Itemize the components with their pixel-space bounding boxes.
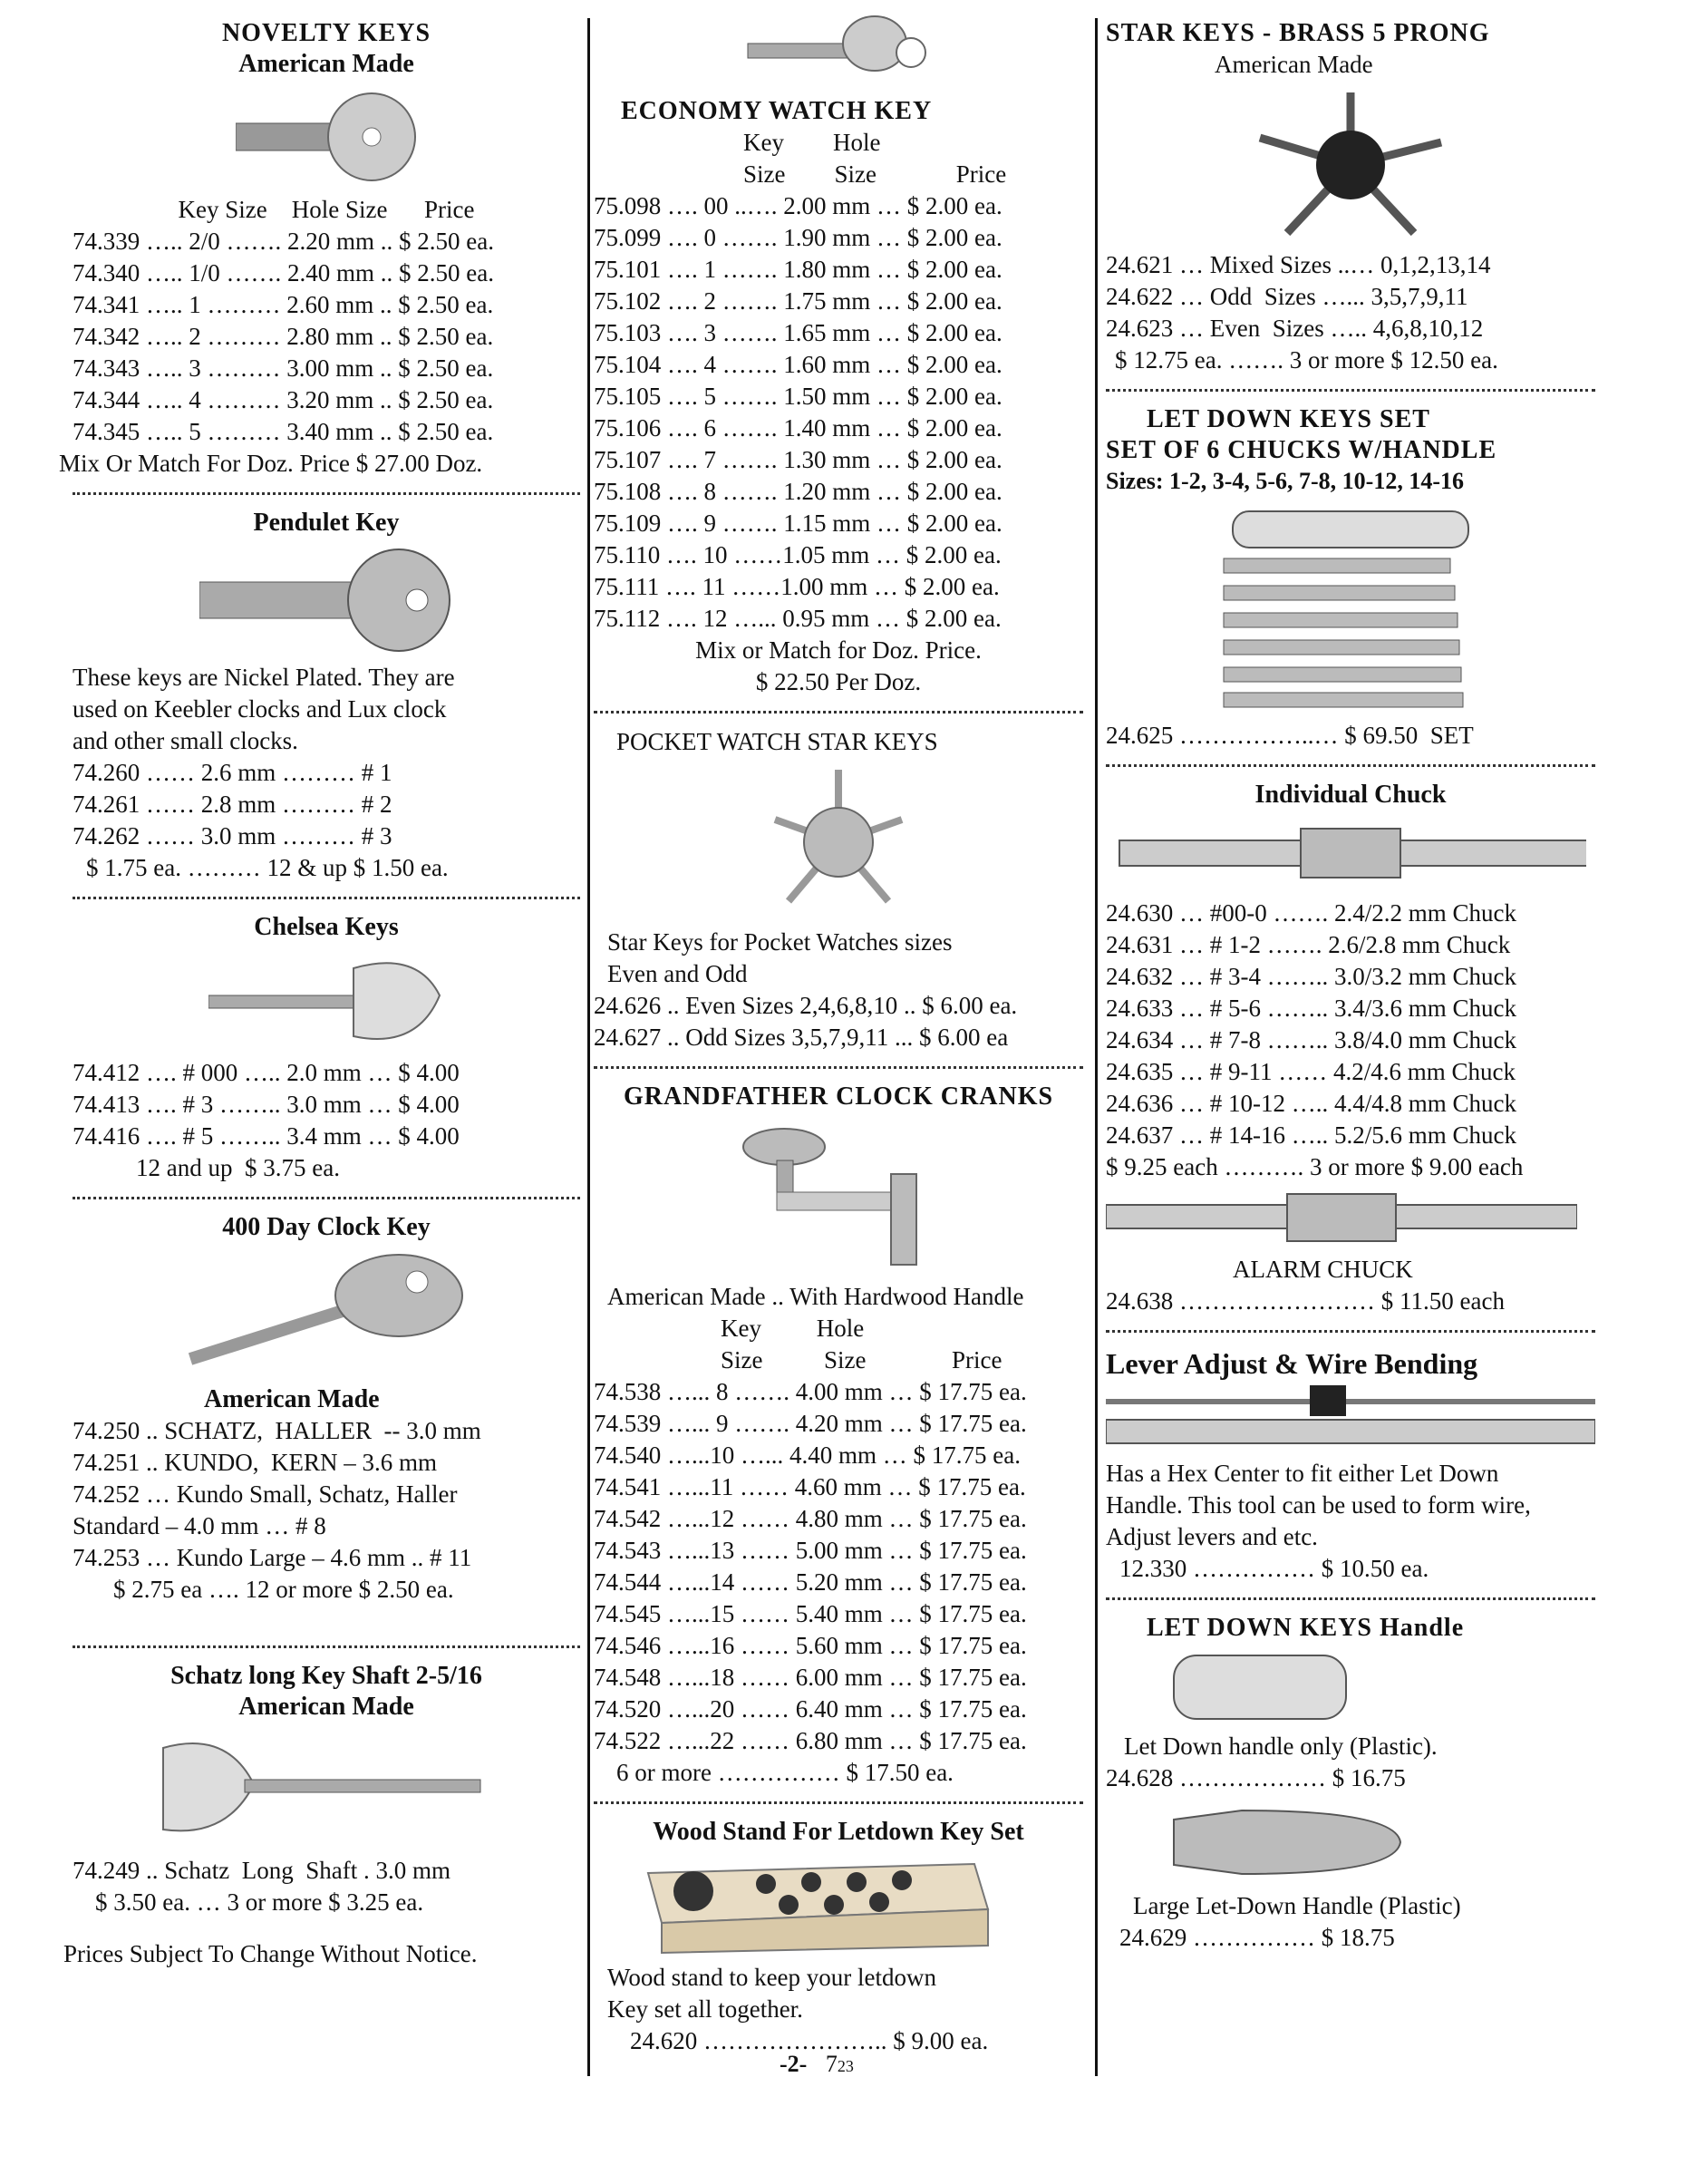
- section-subtitle: American Made: [238, 1693, 414, 1721]
- page-number: 7: [825, 2051, 838, 2077]
- list-item: 74.416 …. # 5 …….. 3.4 mm … $ 4.00: [73, 1122, 460, 1150]
- list-item: 75.103 …. 3 ……. 1.65 mm … $ 2.00 ea.: [594, 319, 1002, 346]
- list-item: 74.249 .. Schatz Long Shaft . 3.0 mm: [73, 1857, 450, 1884]
- list-item: 74.520 …...20 …… 6.40 mm … $ 17.75 ea.: [594, 1695, 1027, 1723]
- list-item: 75.111 …. 11 ……1.00 mm … $ 2.00 ea.: [594, 573, 1000, 600]
- list-item: 74.544 …...14 …… 5.20 mm … $ 17.75 ea.: [594, 1568, 1027, 1596]
- price-note: 12 and up $ 3.75 ea.: [136, 1154, 340, 1181]
- description: Star Keys for Pocket Watches sizes: [607, 928, 953, 956]
- sizes-label: Sizes: 1-2, 3-4, 5-6, 7-8, 10-12, 14-16: [1106, 468, 1464, 494]
- list-item: 74.540 …...10 …... 4.40 mm … $ 17.75 ea.: [594, 1441, 1021, 1469]
- schatz-key-image: [154, 1730, 499, 1848]
- list-item: 74.253 … Kundo Large – 4.6 mm .. # 11: [73, 1544, 472, 1571]
- list-item: 24.634 … # 7-8 …….. 3.8/4.0 mm Chuck: [1106, 1026, 1516, 1053]
- divider: [1106, 1330, 1595, 1333]
- description: Handle. This tool can be used to form wire,: [1106, 1491, 1531, 1519]
- list-item: 74.341 ….. 1 ……… 2.60 mm .. $ 2.50 ea.: [73, 291, 494, 318]
- table-header: Key Size Hole Size Price: [178, 196, 475, 223]
- section-title: Schatz long Key Shaft 2-5/16: [170, 1662, 482, 1690]
- list-item: 74.539 …... 9 ……. 4.20 mm … $ 17.75 ea.: [594, 1410, 1027, 1437]
- list-item: 74.546 …...16 …… 5.60 mm … $ 17.75 ea.: [594, 1632, 1027, 1659]
- list-item: 74.542 …...12 …… 4.80 mm … $ 17.75 ea.: [594, 1505, 1027, 1532]
- page-number-small: 23: [837, 2057, 854, 2075]
- letdown-set-image: [1215, 504, 1487, 713]
- section-title: STAR KEYS - BRASS 5 PRONG: [1106, 19, 1490, 47]
- column-1: [59, 18, 580, 1970]
- list-item: 24.625 ……………..… $ 69.50 SET: [1106, 722, 1474, 749]
- description: used on Keebler clocks and Lux clock: [73, 695, 447, 723]
- lever-tool-image: [1106, 1383, 1595, 1456]
- economy-key-image: [739, 7, 938, 89]
- divider: [1106, 764, 1595, 767]
- list-item: 24.620 ………………….. $ 9.00 ea.: [630, 2027, 989, 2054]
- description: Let Down handle only (Plastic).: [1124, 1733, 1438, 1760]
- list-item: 75.102 …. 2 ……. 1.75 mm … $ 2.00 ea.: [594, 287, 1002, 315]
- list-item: 24.628 ……………… $ 16.75: [1106, 1764, 1406, 1791]
- list-item: 74.261 …… 2.8 mm ……… # 2: [73, 791, 392, 818]
- list-item: 74.342 ….. 2 ……… 2.80 mm .. $ 2.50 ea.: [73, 323, 494, 350]
- list-item: 75.107 …. 7 ……. 1.30 mm … $ 2.00 ea.: [594, 446, 1002, 473]
- list-item: 74.260 …… 2.6 mm ……… # 1: [73, 759, 392, 786]
- list-item: 74.412 …. # 000 ….. 2.0 mm … $ 4.00: [73, 1059, 460, 1086]
- price-note: $ 2.75 ea …. 12 or more $ 2.50 ea.: [113, 1576, 454, 1603]
- section-title: GRANDFATHER CLOCK CRANKS: [623, 1082, 1054, 1111]
- description: Has a Hex Center to fit either Let Down: [1106, 1460, 1499, 1487]
- list-item: 24.626 .. Even Sizes 2,4,6,8,10 .. $ 6.00 ea.: [594, 992, 1018, 1019]
- column-divider-2: [1095, 18, 1098, 2076]
- column-2: [594, 0, 1083, 2057]
- table-header: Size Size Price: [721, 1346, 1002, 1373]
- list-item: 24.632 … # 3-4 …….. 3.0/3.2 mm Chuck: [1106, 963, 1516, 990]
- list-item: 75.099 …. 0 ……. 1.90 mm … $ 2.00 ea.: [594, 224, 1002, 251]
- section-title: POCKET WATCH STAR KEYS: [616, 728, 938, 755]
- list-item: 75.112 …. 12 …... 0.95 mm … $ 2.00 ea.: [594, 605, 1002, 632]
- description: Adjust levers and etc.: [1106, 1523, 1318, 1550]
- list-item: 74.252 … Kundo Small, Schatz, Haller: [73, 1480, 458, 1508]
- list-item: 74.548 …...18 …… 6.00 mm … $ 17.75 ea.: [594, 1664, 1027, 1691]
- description: Key set all together.: [607, 1995, 803, 2023]
- large-letdown-handle-image: [1169, 1801, 1405, 1883]
- pendulet-key-image: [199, 546, 453, 655]
- list-item: 74.522 …...22 …… 6.80 mm … $ 17.75 ea.: [594, 1727, 1027, 1754]
- list-item: 24.627 .. Odd Sizes 3,5,7,9,11 ... $ 6.00 ea: [594, 1024, 1009, 1051]
- wood-stand-image: [630, 1855, 993, 1955]
- list-item: 74.538 …... 8 ……. 4.00 mm … $ 17.75 ea.: [594, 1378, 1027, 1405]
- grandfather-crank-image: [730, 1120, 947, 1274]
- list-item: 24.633 … # 5-6 …….. 3.4/3.6 mm Chuck: [1106, 995, 1516, 1022]
- page-footer: [780, 2051, 854, 2078]
- day400-key-image: [181, 1250, 471, 1377]
- price-note: $ 3.50 ea. … 3 or more $ 3.25 ea.: [95, 1888, 424, 1916]
- list-item: 74.251 .. KUNDO, KERN – 3.6 mm: [73, 1449, 437, 1476]
- description: and other small clocks.: [73, 727, 298, 754]
- list-item: 74.344 ….. 4 ……… 3.20 mm .. $ 2.50 ea.: [73, 386, 494, 413]
- list-item: 24.635 … # 9-11 …… 4.2/4.6 mm Chuck: [1106, 1058, 1516, 1085]
- pocket-star-key-image: [757, 765, 920, 919]
- price-note: Mix Or Match For Doz. Price $ 27.00 Doz.: [59, 450, 483, 477]
- list-item: 74.340 ….. 1/0 ……. 2.40 mm .. $ 2.50 ea.: [73, 259, 494, 286]
- divider: [594, 711, 1083, 713]
- price-note: Mix or Match for Doz. Price.: [695, 636, 982, 664]
- section-title: 400 Day Clock Key: [222, 1213, 431, 1241]
- list-item: 75.104 …. 4 ……. 1.60 mm … $ 2.00 ea.: [594, 351, 1002, 378]
- section-subtitle: American Made: [204, 1385, 380, 1413]
- letdown-handle-image: [1169, 1651, 1351, 1723]
- list-item: 24.629 …………… $ 18.75: [1119, 1924, 1395, 1951]
- list-item: Standard – 4.0 mm … # 8: [73, 1512, 326, 1539]
- list-item: 24.630 … #00-0 ……. 2.4/2.2 mm Chuck: [1106, 899, 1516, 927]
- price-note: $ 1.75 ea. ……… 12 & up $ 1.50 ea.: [86, 854, 449, 881]
- list-item: 74.250 .. SCHATZ, HALLER -- 3.0 mm: [73, 1417, 481, 1444]
- novelty-key-image: [236, 87, 417, 187]
- alarm-chuck-image: [1106, 1187, 1577, 1250]
- list-item: 75.109 …. 9 ……. 1.15 mm … $ 2.00 ea.: [594, 510, 1002, 537]
- section-subtitle: American Made: [238, 50, 414, 78]
- table-header: Key Hole: [743, 129, 881, 156]
- description: Wood stand to keep your letdown: [607, 1964, 937, 1991]
- section-title: NOVELTY KEYS: [221, 19, 431, 47]
- section-title: Lever Adjust & Wire Bending: [1106, 1347, 1478, 1380]
- list-item: 24.637 … # 14-16 ….. 5.2/5.6 mm Chuck: [1106, 1121, 1516, 1149]
- section-title: SET OF 6 CHUCKS W/HANDLE: [1106, 436, 1497, 464]
- column-3: [1106, 18, 1595, 1954]
- description: Even and Odd: [607, 960, 748, 987]
- column-divider-1: [587, 18, 590, 2076]
- list-item: 24.623 … Even Sizes ….. 4,6,8,10,12: [1106, 315, 1484, 342]
- brass-star-key-image: [1251, 88, 1450, 242]
- list-item: 75.105 …. 5 ……. 1.50 mm … $ 2.00 ea.: [594, 383, 1002, 410]
- list-item: 74.343 ….. 3 ……… 3.00 mm .. $ 2.50 ea.: [73, 354, 494, 382]
- list-item: 24.621 … Mixed Sizes ..… 0,1,2,13,14: [1106, 251, 1491, 278]
- section-title: ECONOMY WATCH KEY: [621, 97, 933, 125]
- description: Large Let-Down Handle (Plastic): [1133, 1892, 1461, 1919]
- divider: [73, 1645, 580, 1648]
- description: American Made .. With Hardwood Handle: [607, 1283, 1024, 1310]
- section-title: Wood Stand For Letdown Key Set: [653, 1818, 1024, 1846]
- chelsea-key-image: [208, 950, 444, 1050]
- divider: [594, 1066, 1083, 1069]
- table-header: Key Hole: [721, 1315, 865, 1342]
- list-item: 74.262 …… 3.0 mm ……… # 3: [73, 822, 392, 849]
- individual-chuck-image: [1115, 818, 1586, 890]
- alarm-chuck-label: ALARM CHUCK: [1233, 1256, 1413, 1283]
- section-title: LET DOWN KEYS SET: [1147, 405, 1430, 433]
- section-title: Individual Chuck: [1254, 781, 1447, 809]
- section-subtitle: American Made: [1215, 51, 1373, 78]
- list-item: 74.339 ….. 2/0 ……. 2.20 mm .. $ 2.50 ea.: [73, 228, 494, 255]
- price-note: $ 9.25 each ………. 3 or more $ 9.00 each: [1106, 1153, 1524, 1180]
- list-item: 74.345 ….. 5 ……… 3.40 mm .. $ 2.50 ea.: [73, 418, 494, 445]
- price-note: 6 or more …………… $ 17.50 ea.: [616, 1759, 954, 1786]
- section-title: LET DOWN KEYS Handle: [1147, 1614, 1465, 1642]
- divider: [73, 492, 580, 495]
- page-label: -2-: [780, 2051, 808, 2077]
- list-item: 75.101 …. 1 ……. 1.80 mm … $ 2.00 ea.: [594, 256, 1002, 283]
- notice: Prices Subject To Change Without Notice.: [63, 1940, 478, 1967]
- list-item: 75.108 …. 8 ……. 1.20 mm … $ 2.00 ea.: [594, 478, 1002, 505]
- divider: [73, 1197, 580, 1199]
- divider: [73, 897, 580, 899]
- description: These keys are Nickel Plated. They are: [73, 664, 455, 691]
- list-item: 75.098 …. 00 ..…. 2.00 mm … $ 2.00 ea.: [594, 192, 1002, 219]
- list-item: 75.106 …. 6 ……. 1.40 mm … $ 2.00 ea.: [594, 414, 1002, 442]
- list-item: 74.541 …...11 …… 4.60 mm … $ 17.75 ea.: [594, 1473, 1026, 1500]
- list-item: 12.330 …………… $ 10.50 ea.: [1119, 1555, 1429, 1582]
- price-note: $ 22.50 Per Doz.: [755, 668, 922, 695]
- divider: [594, 1801, 1083, 1804]
- list-item: 74.545 …...15 …… 5.40 mm … $ 17.75 ea.: [594, 1600, 1027, 1627]
- divider: [1106, 1597, 1595, 1600]
- divider: [1106, 389, 1595, 392]
- table-header: Size Size Price: [743, 160, 1007, 188]
- section-title: Chelsea Keys: [254, 913, 399, 941]
- section-title: Pendulet Key: [253, 509, 400, 537]
- list-item: 24.636 … # 10-12 ….. 4.4/4.8 mm Chuck: [1106, 1090, 1516, 1117]
- list-item: 24.622 … Odd Sizes …... 3,5,7,9,11: [1106, 283, 1468, 310]
- price-note: $ 12.75 ea. ……. 3 or more $ 12.50 ea.: [1115, 346, 1498, 374]
- list-item: 24.631 … # 1-2 ……. 2.6/2.8 mm Chuck: [1106, 931, 1511, 958]
- list-item: 74.413 …. # 3 …….. 3.0 mm … $ 4.00: [73, 1091, 460, 1118]
- list-item: 75.110 …. 10 ……1.05 mm … $ 2.00 ea.: [594, 541, 1002, 568]
- list-item: 74.543 …...13 …… 5.00 mm … $ 17.75 ea.: [594, 1537, 1027, 1564]
- list-item: 24.638 …………………… $ 11.50 each: [1106, 1287, 1505, 1315]
